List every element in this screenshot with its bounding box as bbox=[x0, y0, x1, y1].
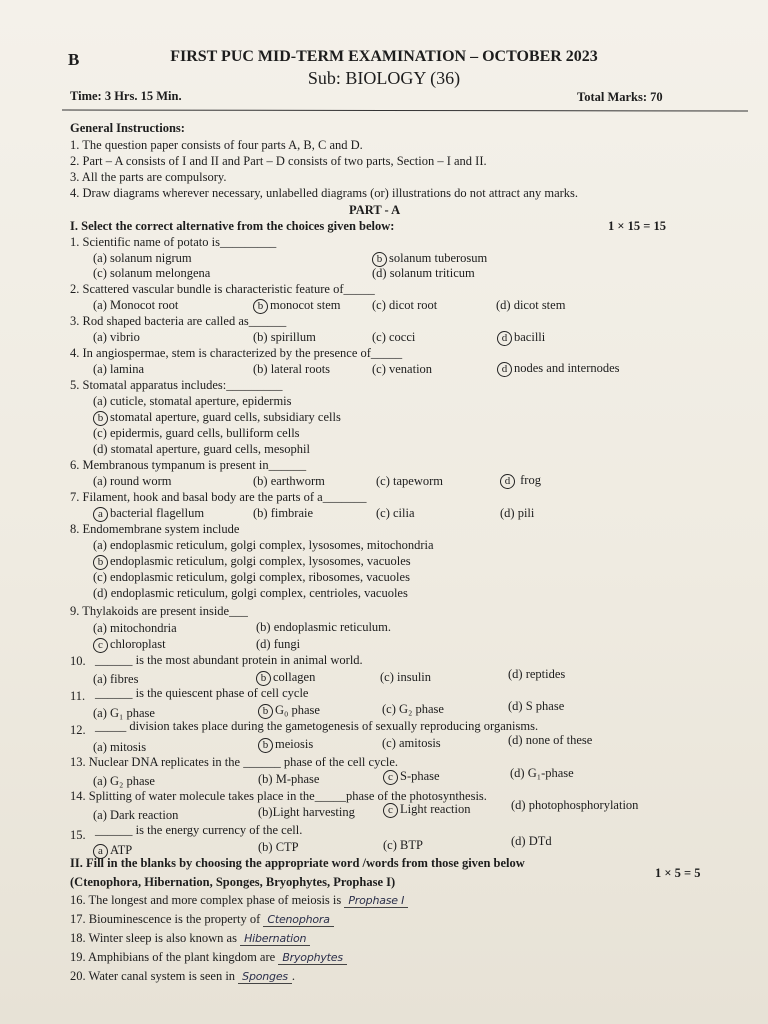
option-d: (d) endoplasmic reticulum, golgi complex, centrioles, vacuoles bbox=[93, 586, 408, 600]
instruction-item: 3. All the parts are compulsory. bbox=[70, 170, 227, 184]
option-d: (d) pili bbox=[500, 506, 535, 520]
circled-answer-icon: c bbox=[383, 770, 398, 785]
option-a: (a) vibrio bbox=[93, 330, 140, 344]
option-c: (c) endoplasmic reticulum, golgi complex, ribosomes, vacuoles bbox=[93, 570, 410, 584]
part-a-title: PART - A bbox=[349, 203, 401, 217]
question-stem: 4. In angiospermae, stem is characterized by the presence of_____ bbox=[70, 346, 403, 360]
option-b: (b)Light harvesting bbox=[258, 805, 355, 819]
option-c: (c) dicot root bbox=[372, 298, 438, 312]
question-stem: 6. Membranous tympanum is present in______ bbox=[70, 458, 307, 472]
question-number: 10. bbox=[70, 654, 86, 668]
option-a-marked: a ATP bbox=[93, 843, 132, 859]
handwritten-answer: Hibernation bbox=[240, 932, 310, 946]
question-stem: 8. Endomembrane system include bbox=[70, 522, 240, 536]
option-c: (c) solanum melongena bbox=[93, 266, 211, 280]
handwritten-answer: Bryophytes bbox=[278, 951, 347, 965]
option-c: (c) BTP bbox=[383, 838, 423, 852]
option-c-marked: c S-phase bbox=[383, 769, 440, 785]
instruction-item: 1. The question paper consists of four parts A, B, C and D. bbox=[70, 138, 363, 152]
circled-answer-icon: a bbox=[93, 507, 108, 522]
handwritten-answer: Sponges bbox=[238, 970, 292, 984]
instruction-item: 2. Part – A consists of I and II and Part – D consists of two parts, Section – I and II. bbox=[70, 154, 487, 168]
circled-answer-icon: d bbox=[500, 474, 515, 489]
circled-answer-icon: b bbox=[253, 299, 268, 314]
option-a-marked: a bacterial flagellum bbox=[93, 506, 204, 522]
section1-marks: 1 × 15 = 15 bbox=[608, 219, 666, 233]
option-d: (d) photophosphorylation bbox=[511, 798, 639, 812]
option-b-marked: b meiosis bbox=[258, 737, 313, 753]
option-b: (b) earthworm bbox=[253, 474, 325, 488]
circled-answer-icon: c bbox=[383, 803, 398, 818]
fill-blank-item: 16. The longest and more complex phase of meiosis is Prophase I bbox=[70, 893, 408, 908]
question-stem: 2. Scattered vascular bundle is characteristic feature of_____ bbox=[70, 282, 375, 296]
question-stem: 9. Thylakoids are present inside___ bbox=[70, 604, 248, 618]
question-number: 12. bbox=[70, 723, 86, 737]
circled-answer-icon: b bbox=[372, 252, 387, 267]
section2-marks: 1 × 5 = 5 bbox=[655, 866, 701, 880]
set-code: B bbox=[68, 50, 80, 69]
handwritten-answer: Prophase I bbox=[344, 894, 408, 908]
option-b-marked: b stomatal aperture, guard cells, subsidiary cells bbox=[93, 410, 341, 426]
option-a: (a) cuticle, stomatal aperture, epidermis bbox=[93, 394, 292, 408]
option-c: (c) G₂ phase bbox=[382, 702, 444, 716]
total-marks: Total Marks: 70 bbox=[577, 90, 663, 104]
option-a: (a) mitosis bbox=[93, 740, 147, 754]
option-b: (b) fimbraie bbox=[253, 506, 314, 520]
circled-answer-icon: a bbox=[93, 844, 108, 859]
header-divider bbox=[62, 110, 748, 112]
circled-answer-icon: b bbox=[258, 738, 273, 753]
option-c: (c) tapeworm bbox=[376, 474, 443, 488]
section1-heading: I. Select the correct alternative from the choices given below: bbox=[70, 219, 395, 233]
option-c: (c) insulin bbox=[380, 670, 432, 684]
instructions-heading: General Instructions: bbox=[70, 121, 185, 135]
option-a: (a) G₁ phase bbox=[93, 706, 155, 720]
option-b-marked: b solanum tuberosum bbox=[372, 251, 487, 267]
option-a: (a) Monocot root bbox=[93, 298, 179, 312]
option-a: (a) endoplasmic reticulum, golgi complex, lysosomes, mitochondria bbox=[93, 538, 434, 552]
option-c-marked: c chloroplast bbox=[93, 637, 166, 653]
handwritten-answer: Ctenophora bbox=[263, 913, 333, 927]
option-d: (d) reptides bbox=[508, 667, 566, 681]
option-d-marked: d bacilli bbox=[497, 330, 545, 346]
question-stem: 14. Splitting of water molecule takes place in the_____phase of the photosynthesis. bbox=[70, 789, 487, 803]
option-b-marked: b G₀ phase bbox=[258, 703, 320, 719]
option-d: (d) fungi bbox=[256, 637, 301, 651]
duration: Time: 3 Hrs. 15 Min. bbox=[70, 89, 182, 103]
option-c: (c) epidermis, guard cells, bulliform cells bbox=[93, 426, 300, 440]
question-stem: 3. Rod shaped bacteria are called as______ bbox=[70, 314, 287, 328]
fill-blank-item: 20. Water canal system is seen in Sponges . bbox=[70, 969, 296, 983]
option-c: (c) amitosis bbox=[382, 736, 441, 750]
circled-answer-icon: b bbox=[258, 704, 273, 719]
option-b: (b) endoplasmic reticulum. bbox=[256, 620, 392, 634]
option-d: (d) solanum triticum bbox=[372, 266, 475, 280]
option-c-marked: c Light reaction bbox=[383, 802, 470, 818]
option-d: (d) stomatal aperture, guard cells, mesophil bbox=[93, 442, 310, 456]
option-b: (b) lateral roots bbox=[253, 362, 331, 376]
option-a: (a) round worm bbox=[93, 474, 172, 488]
question-stem: ______ is the quiescent phase of cell cycle bbox=[95, 686, 309, 700]
question-stem: 5. Stomatal apparatus includes:_________ bbox=[70, 378, 283, 392]
option-b: (b) M-phase bbox=[258, 772, 320, 786]
option-a: (a) mitochondria bbox=[93, 621, 177, 635]
question-stem: _____ division takes place during the gametogenesis of sexually reproducing organisms. bbox=[95, 719, 539, 733]
option-a: (a) G₂ phase bbox=[93, 774, 155, 788]
question-number: 11. bbox=[70, 689, 86, 703]
option-b: (b) CTP bbox=[258, 840, 299, 854]
question-stem: ______ is the energy currency of the cell. bbox=[95, 823, 303, 837]
option-d: (d) none of these bbox=[508, 733, 593, 747]
circled-answer-icon: b bbox=[93, 555, 108, 570]
option-d-marked: d nodes and internodes bbox=[497, 361, 620, 377]
option-c: (c) venation bbox=[372, 362, 433, 376]
option-a: (a) Dark reaction bbox=[93, 808, 179, 822]
fill-blank-item: 18. Winter sleep is also known as Hibernation bbox=[70, 931, 310, 946]
circled-answer-icon: b bbox=[93, 411, 108, 426]
question-stem: ______ is the most abundant protein in animal world. bbox=[95, 653, 363, 667]
question-number: 15. bbox=[70, 828, 86, 842]
question-stem: 7. Filament, hook and basal body are the parts of a_______ bbox=[70, 490, 367, 504]
question-stem: 1. Scientific name of potato is_________ bbox=[70, 235, 277, 249]
option-b-marked: b collagen bbox=[256, 670, 315, 686]
instruction-item: 4. Draw diagrams wherever necessary, unlabelled diagrams (or) illustrations do not attract any marks. bbox=[70, 186, 579, 200]
exam-title: FIRST PUC MID-TERM EXAMINATION – OCTOBER 2023 bbox=[170, 48, 598, 65]
section2-word-list: (Ctenophora, Hibernation, Sponges, Bryophytes, Prophase I) bbox=[70, 875, 396, 889]
fill-blank-item: 17. Biouminescence is the property of Ctenophora bbox=[70, 912, 334, 927]
option-d: (d) dicot stem bbox=[496, 298, 566, 312]
option-d-marked: d frog bbox=[500, 473, 541, 489]
option-a: (a) lamina bbox=[93, 362, 145, 376]
option-d: (d) G₁-phase bbox=[510, 766, 574, 780]
option-b: (b) spirillum bbox=[253, 330, 316, 344]
option-b-marked: b monocot stem bbox=[253, 298, 340, 314]
fill-blank-item: 19. Amphibians of the plant kingdom are Bryophytes bbox=[70, 950, 347, 965]
option-b-marked: b endoplasmic reticulum, golgi complex, lysosomes, vacuoles bbox=[93, 554, 411, 570]
circled-answer-icon: d bbox=[497, 362, 512, 377]
subject-title: Sub: BIOLOGY (36) bbox=[307, 68, 461, 88]
option-c: (c) cilia bbox=[376, 506, 415, 520]
circled-answer-icon: b bbox=[256, 671, 271, 686]
option-d: (d) S phase bbox=[508, 699, 565, 713]
circled-answer-icon: c bbox=[93, 638, 108, 653]
option-d: (d) DTd bbox=[511, 834, 552, 848]
section2-heading: II. Fill in the blanks by choosing the appropriate word /words from those given below bbox=[70, 856, 525, 870]
circled-answer-icon: d bbox=[497, 331, 512, 346]
question-stem: 13. Nuclear DNA replicates in the ______ phase of the cell cycle. bbox=[70, 755, 399, 769]
option-a: (a) solanum nigrum bbox=[93, 251, 192, 265]
option-c: (c) cocci bbox=[372, 330, 416, 344]
option-a: (a) fibres bbox=[93, 672, 139, 686]
